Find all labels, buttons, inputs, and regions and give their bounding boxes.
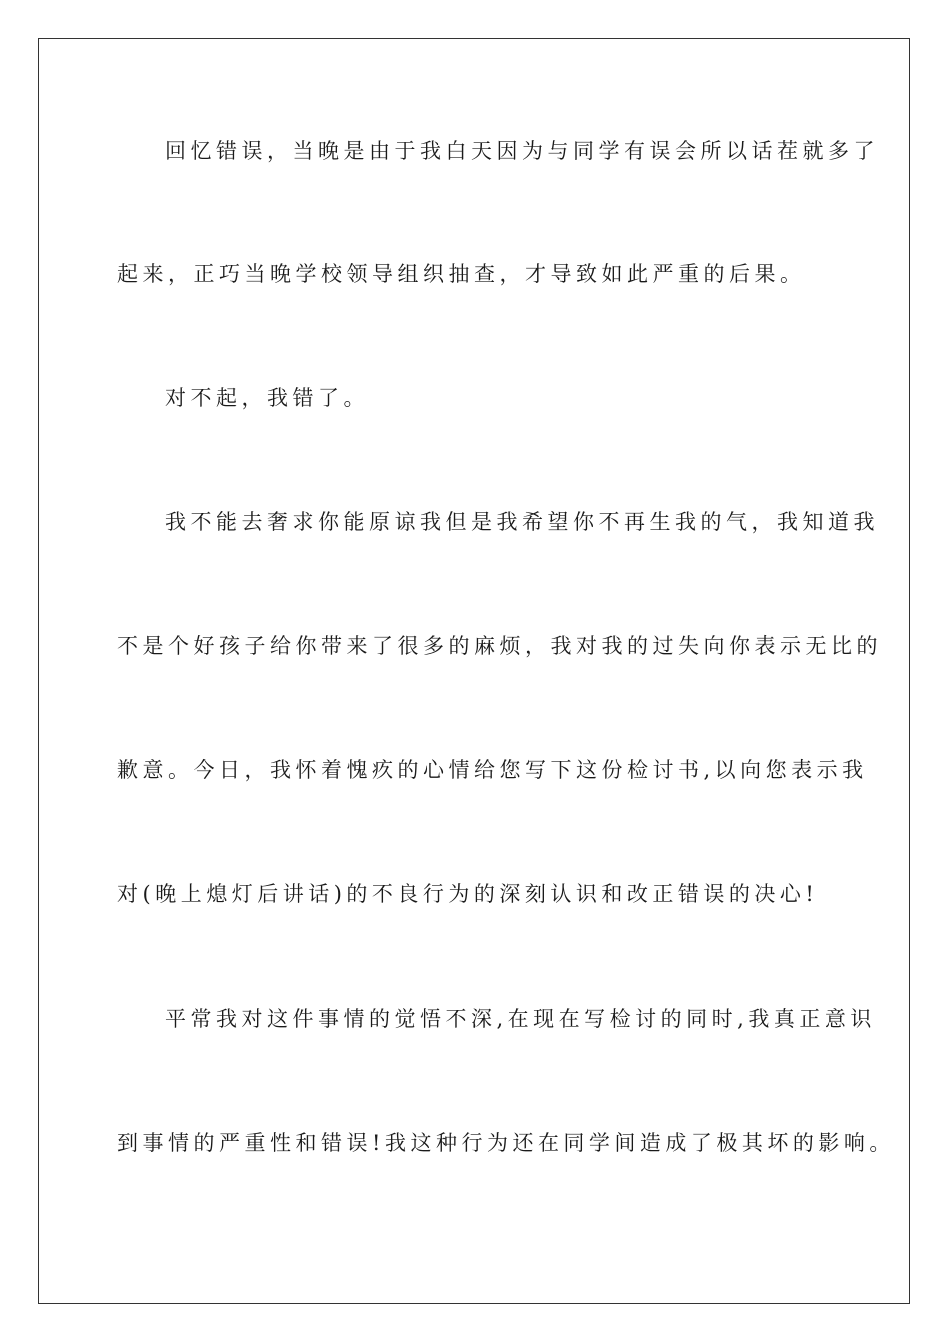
paragraph-line: 回忆错误，当晚是由于我白天因为与同学有误会所以话茬就多了 (165, 139, 879, 163)
page-frame (38, 38, 910, 1304)
paragraph-line: 我不能去奢求你能原谅我但是我希望你不再生我的气，我知道我 (165, 510, 879, 534)
paragraph-line: 起来，正巧当晚学校领导组织抽查，才导致如此严重的后果。 (117, 262, 806, 286)
paragraph-line: 到事情的严重性和错误!我这种行为还在同学间造成了极其坏的影响。 (117, 1131, 895, 1155)
paragraph-line: 平常我对这件事情的觉悟不深,在现在写检讨的同时,我真正意识 (165, 1007, 876, 1031)
paragraph-line: 对(晚上熄灯后讲话)的不良行为的深刻认识和改正错误的决心! (117, 882, 819, 906)
paragraph-line: 歉意。今日，我怀着愧疚的心情给您写下这份检讨书,以向您表示我 (117, 758, 868, 782)
paragraph-line: 不是个好孩子给你带来了很多的麻烦，我对我的过失向你表示无比的 (117, 634, 882, 658)
paragraph-line: 对不起，我错了。 (165, 386, 369, 410)
